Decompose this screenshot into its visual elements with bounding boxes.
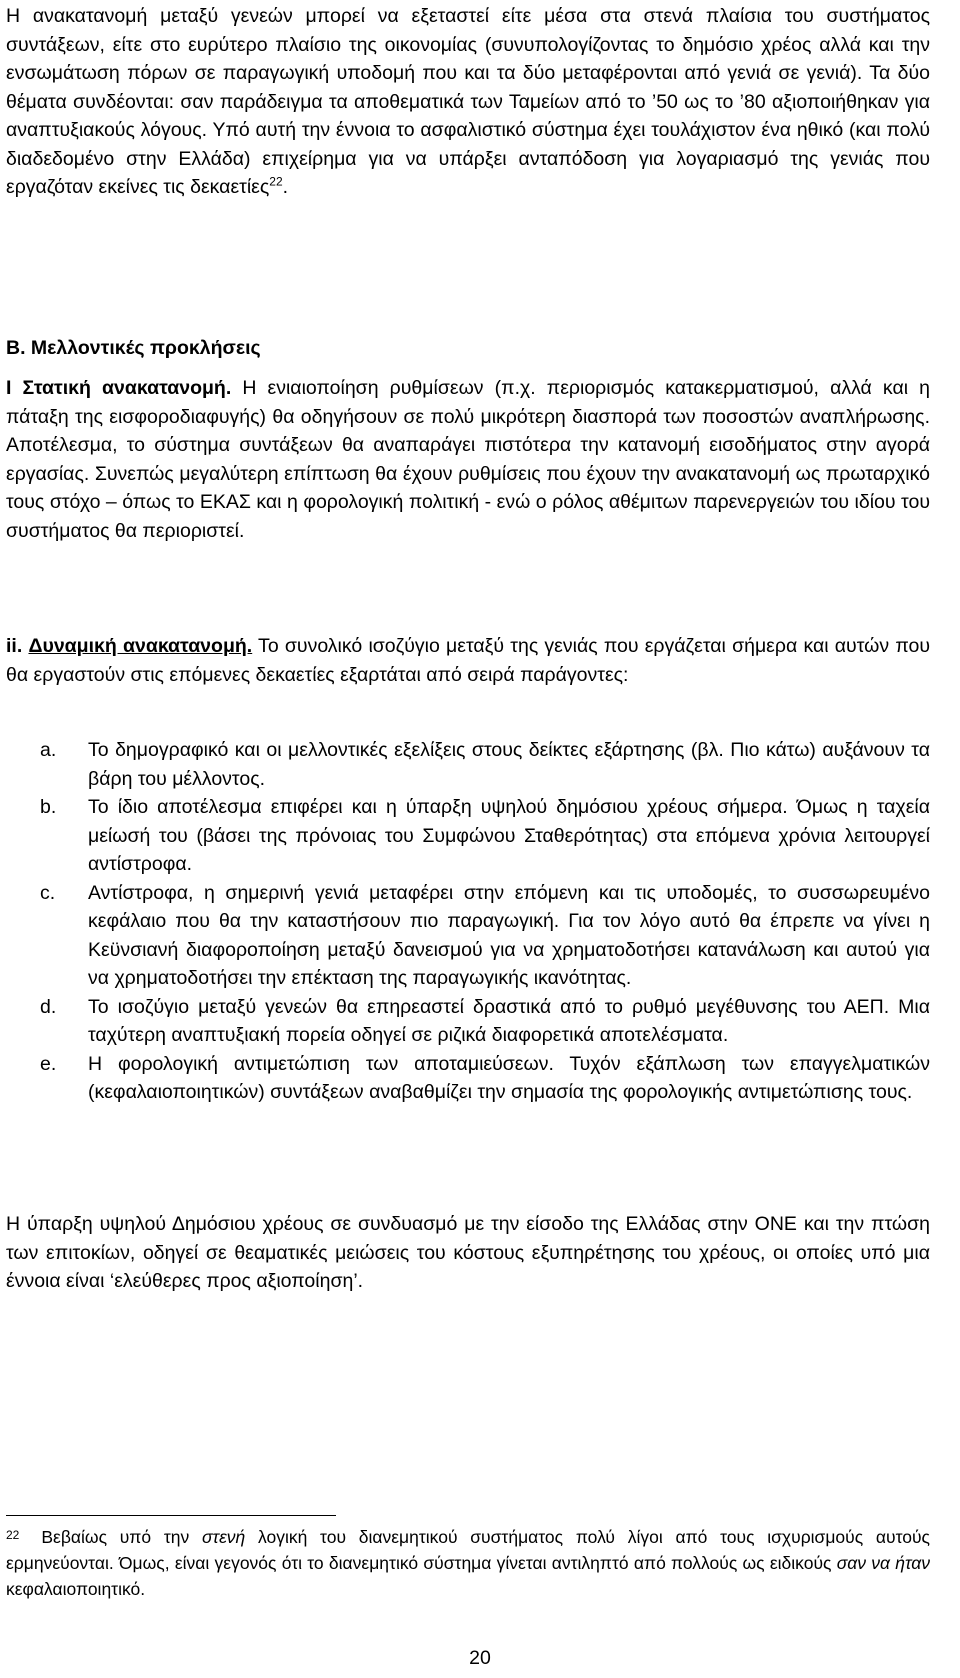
section-heading: Β. Μελλοντικές προκλήσεις xyxy=(6,337,261,359)
page-number: 20 xyxy=(469,1647,491,1669)
paragraph-text: Η ενιαιοποίηση ρυθμίσεων (π.χ. περιορισμός κατακερματισμού, αλλά και η πάταξη της εισφοροδιαφυγής) θα οδηγήσουν σε πολύ μικρότερη διασπορά των ποσοστών αναπλήρωσης. Αποτέλεσμα, το σύστημα συντάξεων θα αναπαράγει πιστότερα την κατανομή εισοδήματος στην αγορά εργασίας. Συνεπώς μεγαλύτερη επίπτωση θα έχουν ρυθμίσεις που έχουν την ανακατανομή ως πρωταρχικό τους στόχο – όπως το ΕΚΑΣ και η φορολογική πολιτική - ενώ ο ρόλος αθέμιτων παρενεργειών του ιδίου του συστήματος θα περιοριστεί. xyxy=(6,377,930,542)
footnote-text: Βεβαίως υπό την xyxy=(41,1527,202,1547)
footnote-text: λογική του διανεμητικού συστήματος πολύ λίγοι από τους ισχυρισμούς αυτούς ερμηνεύονται. Όμως, είναι γεγονός ότι το διανεμητικό σύστημα γίνεται αντιληπτό από πολλούς ως ειδικούς xyxy=(6,1527,930,1573)
list-item xyxy=(6,879,930,993)
list-item xyxy=(6,1050,930,1107)
footnote-number: 22 xyxy=(6,1528,20,1542)
list-item-text: Το δημογραφικό και οι μελλοντικές εξελίξεις στους δείκτες εξάρτησης (βλ. Πιο κάτω) αυξάνουν τα βάρη του μέλλοντος. xyxy=(88,739,930,790)
list-item-text: Το ισοζύγιο μεταξύ γενεών θα επηρεαστεί δραστικά από το ρυθμό μεγέθυνσης του ΑΕΠ. Μια ταχύτερη αναπτυξιακή πορεία οδηγεί σε ριζικά διαφορετικά αποτελέσματα. xyxy=(88,995,930,1046)
paragraph-text: Το συνολικό ισοζύγιο μεταξύ της γενιάς που εργάζεται σήμερα και αυτών που θα εργαστούν στις επόμενες δεκαετίες εξαρτάται από σειρά παράγοντες: xyxy=(6,635,931,686)
footnote-emphasis: στενή xyxy=(201,1527,246,1547)
footnote-text: κεφαλαιοποιητικό. xyxy=(6,1579,146,1599)
paragraph-end: . xyxy=(282,176,289,198)
factors-list xyxy=(6,736,930,1107)
paragraph-intergenerational-redistribution xyxy=(6,2,930,202)
footnote-emphasis: σαν να ήταν xyxy=(836,1553,930,1573)
list-item xyxy=(6,793,930,879)
paragraph-static-redistribution xyxy=(6,374,930,545)
paragraph-label: Ι Στατική ανακατανομή. xyxy=(6,377,232,399)
list-item xyxy=(6,736,930,793)
list-marker: a. xyxy=(40,739,57,761)
footnote-reference[interactable]: 22 xyxy=(269,174,283,189)
paragraph-label: Δυναμική ανακατανομή. xyxy=(28,635,253,657)
footnote xyxy=(6,1524,930,1602)
paragraph-public-debt: Η ύπαρξη υψηλού Δημόσιου χρέους σε συνδυασμό με την είσοδο της Ελλάδας στην ΟΝΕ και την πτώση των επιτοκίων, οδηγεί σε θεαματικές μειώσεις του κόστους εξυπηρέτησης του χρέους, οι οποίες υπό μια έννοια είναι ‘ελεύθερες προς αξιοποίηση’. xyxy=(6,1213,930,1292)
list-item-text: Η φορολογική αντιμετώπιση των αποταμιεύσεων. Τυχόν εξάπλωση των επαγγελματικών (κεφαλαιοποιητικών) συντάξεων αναβαθμίζει την σημασία της φορολογικής αντιμετώπισης τους. xyxy=(88,1052,930,1103)
list-marker: e. xyxy=(40,1052,57,1075)
list-marker: c. xyxy=(40,881,56,904)
list-item-text: Αντίστροφα, η σημερινή γενιά μεταφέρει στην επόμενη και τις υποδομές, το συσσωρευμένο κεφάλαιο που θα την καταστήσουν πιο παραγωγική. Για τον λόγο αυτό θα έπρεπε να γίνει η Κεϋνσιανή διαφοροποίηση μεταξύ δανεισμού για να χρηματοδοτήσει κατανάλωση και αυτού για να χρηματοδοτήσει την επέκταση της παραγωγικής ικανότητας. xyxy=(88,881,930,989)
paragraph-label-prefix: ii. xyxy=(6,635,29,657)
paragraph-text: Η ανακατανομή μεταξύ γενεών μπορεί να εξεταστεί είτε μέσα στα στενά πλαίσια του συστήματος συντάξεων, είτε στο ευρύτερο πλαίσιο της οικονομίας (συνυπολογίζοντας το δημόσιο χρέος αλλά και την ενσωμάτωση πόρων σε παραγωγική υποδομή που και τα δύο μεταφέρονται από γενιά σε γενιά). Τα δύο θέματα συνδέονται: σαν παράδειγμα τα αποθεματικά των Ταμείων από το ’50 ως το ’80 αξιοποιήθηκαν για αναπτυξιακούς λόγους. Υπό αυτή την έννοια το ασφαλιστικό σύστημα έχει τουλάχιστον ένα ηθικό (και πολύ διαδεδομένο στην Ελλάδα) επιχείρημα για να υπάρξει ανταπόδοση για λογαριασμό της γενιάς που εργαζόταν εκείνες τις δεκαετίες xyxy=(6,5,930,198)
list-item-text: Το ίδιο αποτέλεσμα επιφέρει και η ύπαρξη υψηλού δημόσιου χρέους σήμερα. Όμως η ταχεία μείωσή του (βάσει της πρόνοιας του Συμφώνου Σταθερότητας) στα επόμενα χρόνια λειτουργεί αντίστροφα. xyxy=(88,796,930,875)
list-marker: d. xyxy=(40,995,57,1018)
list-item xyxy=(6,993,930,1050)
list-marker: b. xyxy=(40,796,57,818)
paragraph-dynamic-redistribution xyxy=(6,632,930,689)
footnote-divider xyxy=(6,1515,336,1516)
